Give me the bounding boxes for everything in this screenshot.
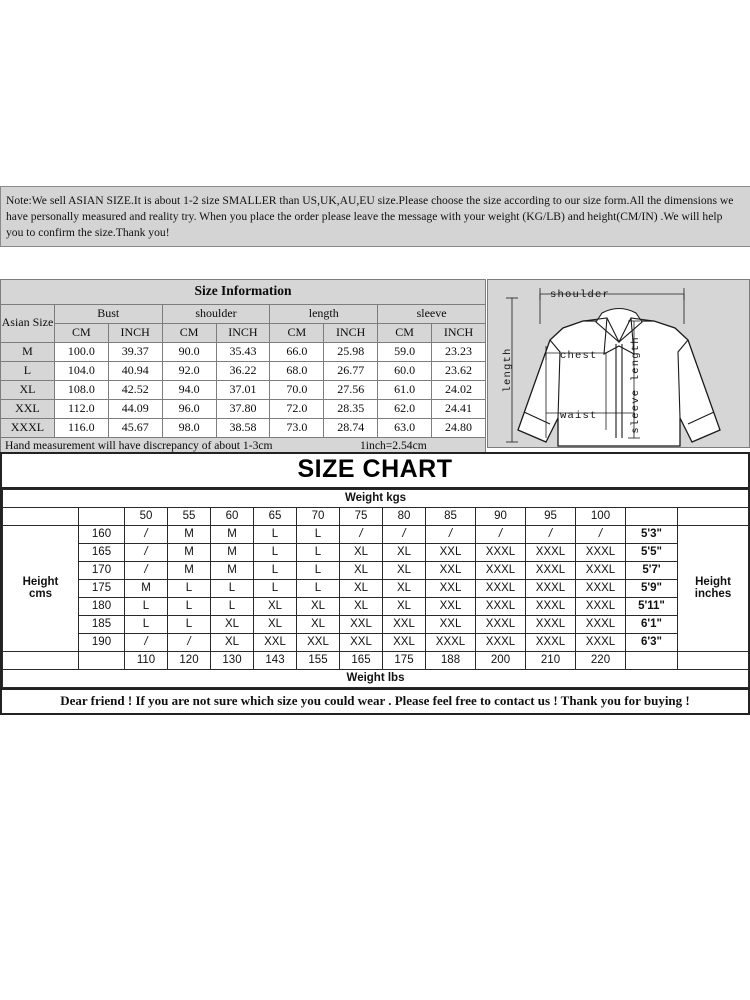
weight-kg-60: 60 — [211, 508, 254, 526]
unit-header-shoulder-inch: INCH — [216, 323, 270, 342]
size-cell: / — [168, 634, 211, 652]
size-cell: L — [168, 580, 211, 598]
weight-kg-65: 65 — [254, 508, 297, 526]
cell-sleeve-inch: 23.23 — [432, 342, 486, 361]
table-row — [1, 342, 486, 361]
size-cell: XXXL — [476, 634, 526, 652]
group-header-bust: Bust — [54, 304, 162, 323]
size-cell: XXXL — [526, 598, 576, 616]
height-inches-line2: inches — [694, 587, 732, 600]
cell-bust-inch: 44.09 — [108, 399, 162, 418]
size-information-panel — [0, 279, 486, 456]
size-cell: / — [383, 526, 426, 544]
table-row — [1, 399, 486, 418]
table-row — [1, 418, 486, 437]
cell-sleeve-inch: 24.80 — [432, 418, 486, 437]
label-sleeve-length: sleeve length — [630, 336, 642, 434]
cell-length-cm: 68.0 — [270, 361, 324, 380]
height-inch-5-5: 5'5" — [626, 544, 678, 562]
size-cell: XXXL — [526, 580, 576, 598]
cell-sleeve-inch: 23.62 — [432, 361, 486, 380]
size-cell: XXXL — [576, 634, 626, 652]
cell-shoulder-cm: 94.0 — [162, 380, 216, 399]
note-line-1: Note:We sell ASIAN SIZE.It is about 1-2 size SMALLER than US,UK,AU,EU size.Please choose the size according to our size form.All the dimensions we — [6, 194, 734, 207]
size-cell: M — [211, 562, 254, 580]
table-row — [3, 580, 749, 598]
size-cell: XL — [254, 598, 297, 616]
cell-sleeve-cm: 63.0 — [378, 418, 432, 437]
cell-bust-cm: 108.0 — [54, 380, 108, 399]
cell-shoulder-cm: 92.0 — [162, 361, 216, 380]
size-cell: XXXL — [576, 580, 626, 598]
table-row — [1, 380, 486, 399]
cell-bust-cm: 116.0 — [54, 418, 108, 437]
cell-length-inch: 27.56 — [324, 380, 378, 399]
cell-bust-inch: 42.52 — [108, 380, 162, 399]
size-cell: XL — [297, 616, 340, 634]
height-inch-5-7: 5'7' — [626, 562, 678, 580]
weight-lbs-band-row — [3, 670, 749, 688]
size-cell: M — [168, 544, 211, 562]
corner-blank-bottomleft — [3, 652, 79, 670]
cell-sleeve-cm: 59.0 — [378, 342, 432, 361]
size-cell: / — [125, 544, 168, 562]
size-cell: L — [254, 562, 297, 580]
discrepancy-note: Hand measurement will have discrepancy of about 1-3cm — [5, 438, 273, 452]
corner-blank-heightcol-bottom — [79, 652, 125, 670]
row-size-label: XXXL — [1, 418, 55, 437]
note-line-3: you to confirm the size.Thank you! — [6, 225, 170, 239]
label-length: length — [502, 347, 514, 393]
asian-size-corner-label: Asian Size — [1, 304, 55, 342]
row-size-label: XXL — [1, 399, 55, 418]
cell-length-cm: 73.0 — [270, 418, 324, 437]
size-cell: / — [476, 526, 526, 544]
table-row-unit-header — [1, 323, 486, 342]
corner-blank-inchcol-bottom — [626, 652, 678, 670]
weight-kg-85: 85 — [426, 508, 476, 526]
weight-lb-200: 200 — [476, 652, 526, 670]
size-information-table — [0, 279, 486, 456]
weight-kgs-label: Weight kgs — [3, 490, 749, 508]
height-inches-line1: Height — [695, 576, 731, 588]
size-cell: XXXL — [526, 544, 576, 562]
shirt-measurement-diagram — [487, 279, 750, 448]
cell-length-cm: 70.0 — [270, 380, 324, 399]
size-cell: XXXL — [476, 580, 526, 598]
height-cms-line1: Height — [22, 576, 59, 588]
table-row — [3, 526, 749, 544]
size-cell: XL — [383, 544, 426, 562]
height-inch-5-3: 5'3" — [626, 526, 678, 544]
height-inch-6-3: 6'3" — [626, 634, 678, 652]
cell-bust-inch: 45.67 — [108, 418, 162, 437]
height-cms-line2: cms — [28, 587, 53, 600]
cell-shoulder-cm: 90.0 — [162, 342, 216, 361]
size-cell: / — [426, 526, 476, 544]
size-cell: XL — [383, 562, 426, 580]
asian-size-note — [0, 186, 750, 247]
weight-kg-90: 90 — [476, 508, 526, 526]
weight-kg-75: 75 — [340, 508, 383, 526]
shirt-diagram-svg — [488, 280, 749, 447]
weight-lb-120: 120 — [168, 652, 211, 670]
weight-lb-143: 143 — [254, 652, 297, 670]
cell-bust-inch: 39.37 — [108, 342, 162, 361]
unit-header-bust-inch: INCH — [108, 323, 162, 342]
group-header-length: length — [270, 304, 378, 323]
unit-header-length-inch: INCH — [324, 323, 378, 342]
size-cell: L — [125, 598, 168, 616]
table-row — [3, 634, 749, 652]
table-row — [3, 616, 749, 634]
cell-shoulder-inch: 37.01 — [216, 380, 270, 399]
weight-kg-55: 55 — [168, 508, 211, 526]
height-cm-165: 165 — [79, 544, 125, 562]
size-cell: XXL — [426, 580, 476, 598]
size-cell: L — [168, 598, 211, 616]
row-size-label: XL — [1, 380, 55, 399]
height-cm-160: 160 — [79, 526, 125, 544]
unit-header-shoulder-cm: CM — [162, 323, 216, 342]
size-cell: L — [211, 580, 254, 598]
size-cell: XXXL — [576, 562, 626, 580]
unit-header-bust-cm: CM — [54, 323, 108, 342]
table-row-title — [1, 280, 486, 305]
size-cell: XXXL — [476, 616, 526, 634]
cell-sleeve-cm: 61.0 — [378, 380, 432, 399]
cell-bust-cm: 104.0 — [54, 361, 108, 380]
size-cell: XL — [340, 580, 383, 598]
weight-kg-50: 50 — [125, 508, 168, 526]
size-cell: XL — [340, 598, 383, 616]
size-cell: XXL — [426, 616, 476, 634]
size-cell: XXL — [340, 616, 383, 634]
cell-length-cm: 72.0 — [270, 399, 324, 418]
size-cell: / — [125, 634, 168, 652]
height-inch-5-9: 5'9" — [626, 580, 678, 598]
size-cell: XXL — [340, 634, 383, 652]
size-cell: XXL — [426, 562, 476, 580]
unit-header-length-cm: CM — [270, 323, 324, 342]
size-cell: / — [125, 526, 168, 544]
weight-lb-188: 188 — [426, 652, 476, 670]
size-cell: XL — [211, 616, 254, 634]
label-chest: chest — [560, 350, 598, 362]
size-cell: XL — [383, 598, 426, 616]
cell-bust-cm: 100.0 — [54, 342, 108, 361]
weight-kg-70: 70 — [297, 508, 340, 526]
cell-sleeve-inch: 24.41 — [432, 399, 486, 418]
cell-shoulder-inch: 37.80 — [216, 399, 270, 418]
cell-length-inch: 26.77 — [324, 361, 378, 380]
unit-header-sleeve-inch: INCH — [432, 323, 486, 342]
size-cell: XXXL — [526, 562, 576, 580]
height-cm-185: 185 — [79, 616, 125, 634]
table-row — [3, 598, 749, 616]
size-cell: XXXL — [426, 634, 476, 652]
size-cell: XL — [297, 598, 340, 616]
weight-lb-110: 110 — [125, 652, 168, 670]
size-chart-table — [2, 489, 749, 688]
size-cell: XL — [383, 580, 426, 598]
size-cell: XXXL — [476, 598, 526, 616]
height-cm-190: 190 — [79, 634, 125, 652]
cell-length-inch: 25.98 — [324, 342, 378, 361]
label-shoulder: shoulder — [550, 289, 611, 301]
weight-lbs-label: Weight lbs — [3, 670, 749, 688]
weight-lb-210: 210 — [526, 652, 576, 670]
weight-kg-100: 100 — [576, 508, 626, 526]
height-inch-6-1: 6'1" — [626, 616, 678, 634]
cell-shoulder-inch: 35.43 — [216, 342, 270, 361]
table-row — [1, 361, 486, 380]
size-cell: / — [576, 526, 626, 544]
size-cell: L — [254, 580, 297, 598]
weight-lb-175: 175 — [383, 652, 426, 670]
size-cell: XXXL — [476, 562, 526, 580]
height-cm-170: 170 — [79, 562, 125, 580]
size-cell: XXXL — [526, 616, 576, 634]
weight-kgs-header-row — [3, 508, 749, 526]
size-cell: XXXL — [526, 634, 576, 652]
size-cell: L — [297, 580, 340, 598]
weight-lbs-header-row — [3, 652, 749, 670]
size-cell: / — [526, 526, 576, 544]
size-cell: L — [297, 544, 340, 562]
cell-bust-inch: 40.94 — [108, 361, 162, 380]
size-cell: L — [297, 562, 340, 580]
size-cell: L — [254, 544, 297, 562]
size-cell: L — [297, 526, 340, 544]
height-cm-180: 180 — [79, 598, 125, 616]
note-line-2: have personally measured and reality try. When you place the order please leave the message with your weight (KG/LB) and height(CM/IN) .We will help — [6, 209, 723, 223]
row-size-label: M — [1, 342, 55, 361]
corner-blank-heightcol-top — [79, 508, 125, 526]
cell-sleeve-cm: 62.0 — [378, 399, 432, 418]
size-cell: XXXL — [576, 598, 626, 616]
row-size-label: L — [1, 361, 55, 380]
size-cell: XXXL — [576, 616, 626, 634]
cell-sleeve-inch: 24.02 — [432, 380, 486, 399]
size-cell: L — [211, 598, 254, 616]
size-cell: XXL — [254, 634, 297, 652]
size-information-title: Size Information — [1, 280, 486, 305]
height-cm-175: 175 — [79, 580, 125, 598]
size-cell: XXL — [383, 616, 426, 634]
size-cell: XL — [211, 634, 254, 652]
size-cell: XXL — [426, 544, 476, 562]
size-cell: M — [168, 526, 211, 544]
cell-shoulder-cm: 96.0 — [162, 399, 216, 418]
label-waist: waist — [560, 410, 598, 422]
corner-blank-inchcol-top — [626, 508, 678, 526]
height-inch-5-11: 5'11" — [626, 598, 678, 616]
weight-lb-220: 220 — [576, 652, 626, 670]
size-chart-panel — [0, 452, 750, 715]
unit-header-sleeve-cm: CM — [378, 323, 432, 342]
group-header-shoulder: shoulder — [162, 304, 270, 323]
size-cell: M — [211, 544, 254, 562]
height-inches-side-label — [678, 526, 749, 652]
group-header-sleeve: sleeve — [378, 304, 486, 323]
size-cell: XL — [340, 544, 383, 562]
size-cell: XL — [254, 616, 297, 634]
size-cell: XXL — [426, 598, 476, 616]
height-cms-side-label — [3, 526, 79, 652]
size-cell: XXXL — [576, 544, 626, 562]
size-cell: L — [125, 616, 168, 634]
size-cell: M — [125, 580, 168, 598]
contact-us-message: Dear friend ! If you are not sure which size you could wear . Please feel free to contact us ! Thank you for buying ! — [2, 688, 748, 713]
table-row — [3, 562, 749, 580]
cell-sleeve-cm: 60.0 — [378, 361, 432, 380]
size-cell: / — [125, 562, 168, 580]
size-cell: XXL — [297, 634, 340, 652]
weight-lb-130: 130 — [211, 652, 254, 670]
cell-shoulder-inch: 38.58 — [216, 418, 270, 437]
weight-lb-155: 155 — [297, 652, 340, 670]
corner-blank-topleft — [3, 508, 79, 526]
weight-kg-80: 80 — [383, 508, 426, 526]
size-chart-title: SIZE CHART — [2, 454, 748, 489]
size-cell: XXXL — [476, 544, 526, 562]
size-cell: M — [211, 526, 254, 544]
weight-lb-165: 165 — [340, 652, 383, 670]
cell-shoulder-cm: 98.0 — [162, 418, 216, 437]
corner-blank-bottomright — [678, 652, 749, 670]
size-cell: XXL — [383, 634, 426, 652]
cell-shoulder-inch: 36.22 — [216, 361, 270, 380]
corner-blank-topright — [678, 508, 749, 526]
cell-length-inch: 28.35 — [324, 399, 378, 418]
weight-kgs-band-row — [3, 490, 749, 508]
size-cell: M — [168, 562, 211, 580]
size-cell: XL — [340, 562, 383, 580]
cell-bust-cm: 112.0 — [54, 399, 108, 418]
size-cell: L — [254, 526, 297, 544]
size-cell: / — [340, 526, 383, 544]
cell-length-inch: 28.74 — [324, 418, 378, 437]
size-cell: L — [168, 616, 211, 634]
cell-length-cm: 66.0 — [270, 342, 324, 361]
table-row — [3, 544, 749, 562]
table-row-group-header — [1, 304, 486, 323]
inch-conversion-note: 1inch=2.54cm — [360, 438, 427, 452]
weight-kg-95: 95 — [526, 508, 576, 526]
